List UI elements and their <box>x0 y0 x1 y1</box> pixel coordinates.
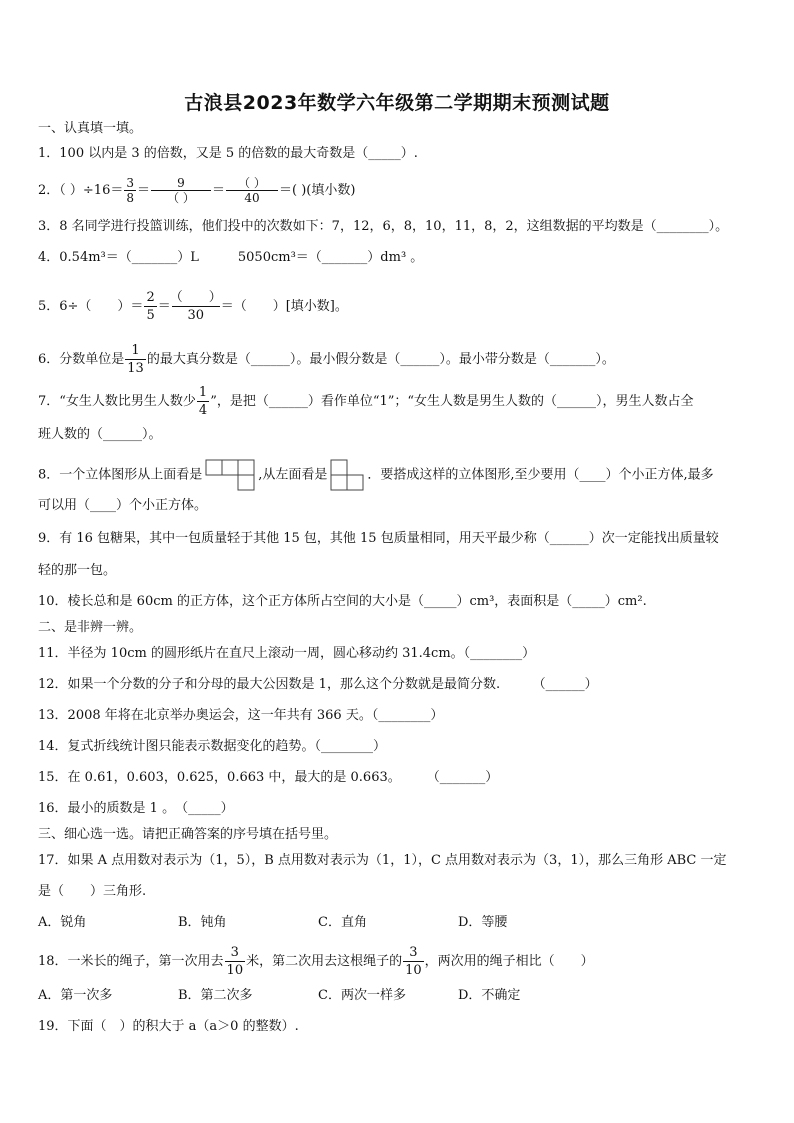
question-14: 14．复式折线统计图只能表示数据变化的趋势。（________） <box>38 739 387 754</box>
option-b: B．第二次多 <box>178 988 253 1003</box>
question-19: 19．下面（ ）的积大于 a（a＞0 的整数）. <box>38 1019 299 1034</box>
question-12: 12．如果一个分数的分子和分母的最大公因数是 1，那么这个分数就是最简分数. （______） <box>38 677 598 692</box>
q18-fraction-2: $\frac{3}{10}$ <box>405 945 422 978</box>
question-13: 13．2008 年将在北京举办奥运会，这一年共有 366 天。（________） <box>38 708 444 723</box>
question-7: 7．“女生人数比男生人数少 $\frac{1}{4}$ ”，是把（______）看作单位“1”；“女生人数是男生人数的（______），男生人数占全 <box>38 385 694 418</box>
option-a: A．第一次多 <box>38 988 113 1003</box>
question-4: 4．0.54m³＝（_______）L 5050cm³＝（_______）dm³ 。 <box>38 250 424 265</box>
section-heading-2: 二、是非辨一辨。 <box>38 620 143 635</box>
q5-fraction-1: $\frac{2}{5}$ <box>146 290 155 323</box>
question-5: 5．6÷（ ）＝ $\frac{2}{5}$ ＝ $\frac{( )}{30}$ ＝（ ）[填小数]。 <box>38 290 348 323</box>
question-8: 8．一个立体图形从上面看是 ,从左面看是 ．要搭成这样的立体图形,至少要用（____）个小正方体,最多 <box>38 459 714 491</box>
left-view-grid-icon <box>330 459 364 491</box>
question-9-line2: 轻的那一包。 <box>38 563 117 578</box>
question-6: 6．分数单位是 $\frac{1}{13}$ 的最大真分数是（______）。最小假分数是（______）。最小带分数是（_______）。 <box>38 343 615 376</box>
section-heading-1: 一、认真填一填。 <box>38 121 143 136</box>
question-16: 16．最小的质数是 1 。 （_____） <box>38 801 234 816</box>
question-11: 11．半径为 10cm 的圆形纸片在直尺上滚动一周，圆心移动约 31.4cm。（________） <box>38 646 536 661</box>
q2-prefix: 2．（ ）÷16＝ <box>38 183 124 198</box>
question-18: 18．一米长的绳子，第一次用去 $\frac{3}{10}$ 米，第二次用去这根绳子的 $\frac{3}{10}$ ，两次用的绳子相比（ ） <box>38 945 594 978</box>
q2-suffix: ＝( )(填小数) <box>279 183 356 198</box>
question-1: 1．100 以内是 3 的倍数，又是 5 的倍数的最大奇数是（_____）. <box>38 146 418 161</box>
q6-fraction: $\frac{1}{13}$ <box>127 343 144 376</box>
top-view-grid-icon <box>205 459 255 491</box>
option-d: D．不确定 <box>458 988 521 1003</box>
question-7-line2: 班人数的（______）。 <box>38 427 162 442</box>
question-10: 10．棱长总和是 60cm 的正方体，这个正方体所占空间的大小是（_____）cm³，表面积是（_____）cm². <box>38 594 647 609</box>
q5-prefix: 5．6÷（ ）＝ <box>38 299 144 314</box>
option-c: C．直角 <box>318 915 367 930</box>
q2-fraction-1: $\frac{3}{8}$ <box>126 176 134 205</box>
question-8-line2: 可以用（____）个小正方体。 <box>38 498 208 513</box>
q7-fraction: $\frac{1}{4}$ <box>198 385 208 418</box>
question-17: 17．如果 A 点用数对表示为（1，5），B 点用数对表示为（1，1），C 点用数对表示为（3，1），那么三角形 ABC 一定 <box>38 853 727 868</box>
question-17-line2: 是（ ）三角形. <box>38 884 147 899</box>
option-b: B．钝角 <box>178 915 227 930</box>
question-18-options <box>38 987 598 1005</box>
q18-fraction-1: $\frac{3}{10}$ <box>226 945 244 978</box>
option-d: D．等腰 <box>458 915 508 930</box>
option-c: C．两次一样多 <box>318 988 406 1003</box>
option-a: A．锐角 <box>38 915 87 930</box>
question-2: 2．（ ）÷16＝ $\frac{3}{8}$ ＝ $\frac{9}{( )}$ ＝ $\frac{( )}{40}$ ＝( )(填小数) <box>38 176 356 205</box>
question-9: 9．有 16 包糖果，其中一包质量轻于其他 15 包，其他 15 包质量相同，用天平最少称（______）次一定能找出质量较 <box>38 531 719 546</box>
question-3: 3．8 名同学进行投篮训练，他们投中的次数如下：7，12，6，8，10，11，8，2，这组数据的平均数是（________）。 <box>38 219 729 234</box>
q5-suffix: ＝（ ）[填小数]。 <box>220 299 348 314</box>
q2-fraction-3: $\frac{( )}{40}$ <box>226 176 278 205</box>
question-15: 15．在 0.61，0.603，0.625，0.663 中，最大的是 0.663。 （_______） <box>38 770 499 785</box>
page-title: 古浪县2023年数学六年级第二学期期末预测试题 <box>184 92 610 114</box>
question-17-options <box>38 914 598 932</box>
section-heading-3: 三、细心选一选。请把正确答案的序号填在括号里。 <box>38 827 338 842</box>
q2-fraction-2: $\frac{9}{( )}$ <box>151 176 211 205</box>
q5-fraction-2: $\frac{( )}{30}$ <box>169 290 222 323</box>
